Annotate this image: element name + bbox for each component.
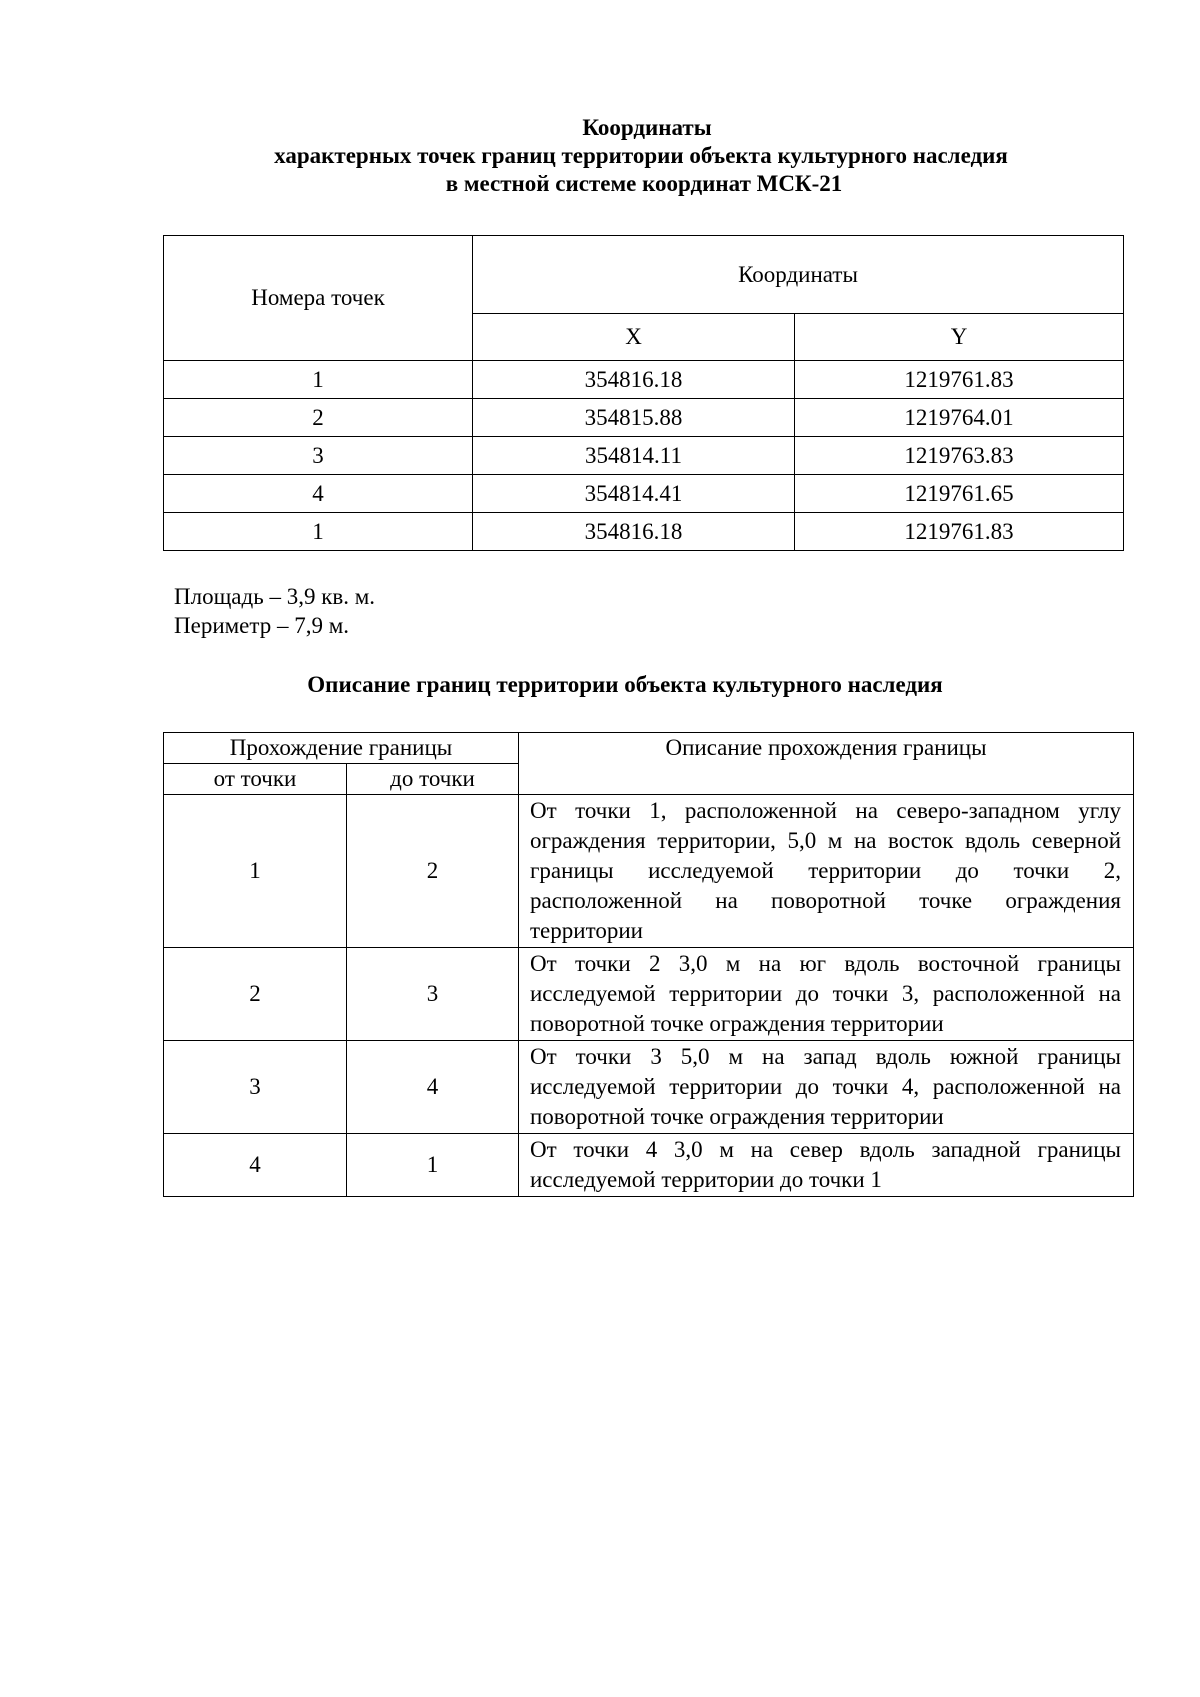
area-summary [174, 582, 375, 640]
to-point-cell: 4 [347, 1041, 519, 1134]
table-row [164, 1134, 1134, 1197]
boundary-description-table [163, 732, 1134, 1197]
table-row [164, 795, 1134, 948]
description-cell: От точки 4 3,0 м на север вдоль западной границы исследуемой территории до точки 1 [519, 1134, 1134, 1197]
point-cell: 3 [164, 437, 473, 475]
point-cell: 4 [164, 475, 473, 513]
x-cell: 354814.41 [473, 475, 795, 513]
passage-header: Прохождение границы [164, 733, 519, 764]
x-cell: 354816.18 [473, 513, 795, 551]
y-cell: 1219761.83 [795, 361, 1124, 399]
perimeter-text: Периметр – 7,9 м. [174, 613, 350, 638]
points-header: Номера точек [164, 236, 473, 361]
point-cell: 2 [164, 399, 473, 437]
area-text: Площадь – 3,9 кв. м. [174, 584, 376, 609]
table-row [164, 399, 1124, 437]
point-cell: 1 [164, 513, 473, 551]
y-header: Y [795, 314, 1124, 361]
document-title [0, 114, 1200, 198]
y-cell: 1219763.83 [795, 437, 1124, 475]
from-point-cell: 3 [164, 1041, 347, 1134]
table-row [164, 361, 1124, 399]
to-point-header: до точки [347, 764, 519, 795]
table-row [164, 1041, 1134, 1134]
to-point-cell: 3 [347, 948, 519, 1041]
to-point-cell: 2 [347, 795, 519, 948]
description-cell: От точки 1, расположенной на северо-западном углу ограждения территории, 5,0 м на восток вдоль северной границы исследуемой территории до точки 2, расположенной на поворотной точке ограждения территории [519, 795, 1134, 948]
y-cell: 1219764.01 [795, 399, 1124, 437]
point-cell: 1 [164, 361, 473, 399]
table-row [164, 513, 1124, 551]
from-point-cell: 2 [164, 948, 347, 1041]
title-line-3: в местной системе координат МСК-21 [445, 171, 843, 196]
from-point-cell: 4 [164, 1134, 347, 1197]
section-title: Описание границ территории объекта культурного наследия [307, 672, 943, 697]
x-header: X [473, 314, 795, 361]
x-cell: 354816.18 [473, 361, 795, 399]
table-row [164, 475, 1124, 513]
coordinates-table [163, 235, 1124, 551]
title-line-1: Координаты [582, 115, 712, 140]
x-cell: 354814.11 [473, 437, 795, 475]
description-header: Описание прохождения границы [519, 733, 1134, 795]
table-row [164, 437, 1124, 475]
description-cell: От точки 3 5,0 м на запад вдоль южной границы исследуемой территории до точки 4, расположенной на поворотной точке ограждения территории [519, 1041, 1134, 1134]
table-row [164, 948, 1134, 1041]
x-cell: 354815.88 [473, 399, 795, 437]
y-cell: 1219761.83 [795, 513, 1124, 551]
from-point-cell: 1 [164, 795, 347, 948]
coordinates-header: Координаты [473, 236, 1124, 314]
from-point-header: от точки [164, 764, 347, 795]
title-line-2: характерных точек границ территории объекта культурного наследия [274, 143, 1008, 168]
description-cell: От точки 2 3,0 м на юг вдоль восточной границы исследуемой территории до точки 3, расположенной на поворотной точке ограждения территории [519, 948, 1134, 1041]
to-point-cell: 1 [347, 1134, 519, 1197]
y-cell: 1219761.65 [795, 475, 1124, 513]
